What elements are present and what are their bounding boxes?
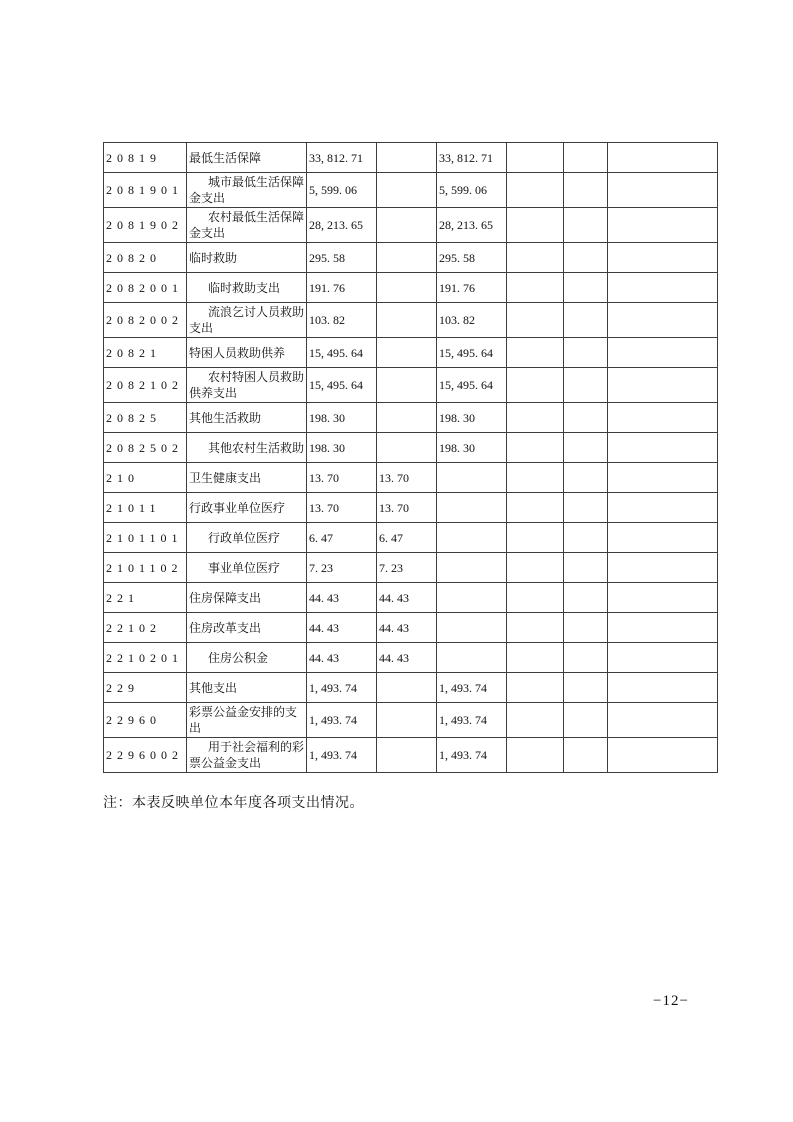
value-cell (564, 143, 608, 173)
table-row (104, 738, 718, 773)
value-cell: 1, 493. 74 (307, 738, 377, 773)
value-cell (507, 173, 564, 208)
code-cell: 2081901 (104, 173, 187, 208)
value-cell: 191. 76 (437, 273, 507, 303)
value-cell (507, 143, 564, 173)
code-cell: 2082001 (104, 273, 187, 303)
name-cell: 其他生活救助 (187, 403, 307, 433)
value-cell: 44. 43 (377, 643, 437, 673)
value-cell (507, 338, 564, 368)
value-cell (377, 368, 437, 403)
value-cell (377, 433, 437, 463)
value-cell: 1, 493. 74 (437, 703, 507, 738)
value-cell (507, 368, 564, 403)
value-cell: 13. 70 (377, 493, 437, 523)
value-cell (608, 643, 718, 673)
value-cell: 7. 23 (377, 553, 437, 583)
value-cell (377, 243, 437, 273)
value-cell: 13. 70 (307, 463, 377, 493)
value-cell: 198. 30 (307, 403, 377, 433)
name-cell: 其他支出 (187, 673, 307, 703)
table-note: 注：本表反映单位本年度各项支出情况。 (103, 796, 364, 811)
name-cell: 行政单位医疗 (187, 523, 307, 553)
name-cell: 特困人员救助供养 (187, 338, 307, 368)
value-cell: 6. 47 (377, 523, 437, 553)
value-cell (608, 173, 718, 208)
value-cell (437, 523, 507, 553)
table-row (104, 243, 718, 273)
value-cell (507, 673, 564, 703)
value-cell (507, 303, 564, 338)
code-cell: 21011 (104, 493, 187, 523)
table-row (104, 463, 718, 493)
name-cell: 最低生活保障 (187, 143, 307, 173)
value-cell (377, 273, 437, 303)
value-cell (507, 643, 564, 673)
value-cell (437, 553, 507, 583)
value-cell (608, 303, 718, 338)
value-cell (608, 368, 718, 403)
value-cell: 33, 812. 71 (307, 143, 377, 173)
value-cell: 5, 599. 06 (307, 173, 377, 208)
name-cell: 农村特困人员救助供养支出 (187, 368, 307, 403)
value-cell (608, 553, 718, 583)
value-cell (564, 338, 608, 368)
expenditure-table (103, 142, 718, 773)
name-cell: 城市最低生活保障金支出 (187, 173, 307, 208)
value-cell (608, 143, 718, 173)
value-cell (608, 208, 718, 243)
table-row (104, 403, 718, 433)
value-cell (377, 338, 437, 368)
table-row (104, 338, 718, 368)
value-cell: 28, 213. 65 (437, 208, 507, 243)
code-cell: 229 (104, 673, 187, 703)
value-cell (564, 208, 608, 243)
table-row (104, 493, 718, 523)
value-cell (507, 583, 564, 613)
value-cell (608, 738, 718, 773)
value-cell: 103. 82 (307, 303, 377, 338)
name-cell: 住房公积金 (187, 643, 307, 673)
value-cell: 198. 30 (307, 433, 377, 463)
value-cell (507, 523, 564, 553)
table-row (104, 703, 718, 738)
value-cell: 191. 76 (307, 273, 377, 303)
value-cell (608, 338, 718, 368)
value-cell (437, 613, 507, 643)
value-cell (507, 738, 564, 773)
code-cell: 2210201 (104, 643, 187, 673)
value-cell (437, 493, 507, 523)
table-row (104, 583, 718, 613)
value-cell: 1, 493. 74 (307, 673, 377, 703)
table-row (104, 273, 718, 303)
value-cell (564, 493, 608, 523)
name-cell: 事业单位医疗 (187, 553, 307, 583)
name-cell: 卫生健康支出 (187, 463, 307, 493)
code-cell: 22960 (104, 703, 187, 738)
value-cell (564, 583, 608, 613)
table-row (104, 173, 718, 208)
value-cell: 103. 82 (437, 303, 507, 338)
value-cell (564, 523, 608, 553)
code-cell: 2082002 (104, 303, 187, 338)
value-cell (507, 703, 564, 738)
code-cell: 20821 (104, 338, 187, 368)
value-cell (564, 673, 608, 703)
value-cell: 44. 43 (377, 613, 437, 643)
table-row (104, 208, 718, 243)
code-cell: 20820 (104, 243, 187, 273)
value-cell: 33, 812. 71 (437, 143, 507, 173)
value-cell: 13. 70 (307, 493, 377, 523)
table-row (104, 673, 718, 703)
value-cell (437, 583, 507, 613)
code-cell: 22102 (104, 613, 187, 643)
value-cell: 198. 30 (437, 403, 507, 433)
value-cell (377, 703, 437, 738)
value-cell (507, 493, 564, 523)
value-cell (608, 243, 718, 273)
value-cell (377, 738, 437, 773)
value-cell: 15, 495. 64 (307, 338, 377, 368)
value-cell (564, 173, 608, 208)
value-cell (507, 433, 564, 463)
code-cell: 2081902 (104, 208, 187, 243)
value-cell (377, 208, 437, 243)
code-cell: 210 (104, 463, 187, 493)
code-cell: 2101102 (104, 553, 187, 583)
value-cell (377, 173, 437, 208)
value-cell (608, 673, 718, 703)
value-cell (507, 553, 564, 583)
table-row (104, 643, 718, 673)
value-cell (564, 463, 608, 493)
value-cell: 6. 47 (307, 523, 377, 553)
name-cell: 行政事业单位医疗 (187, 493, 307, 523)
name-cell: 住房改革支出 (187, 613, 307, 643)
value-cell: 1, 493. 74 (307, 703, 377, 738)
value-cell (564, 613, 608, 643)
value-cell (507, 243, 564, 273)
value-cell: 198. 30 (437, 433, 507, 463)
table-row (104, 523, 718, 553)
value-cell (564, 738, 608, 773)
name-cell: 临时救助支出 (187, 273, 307, 303)
value-cell (564, 553, 608, 583)
value-cell: 295. 58 (437, 243, 507, 273)
value-cell: 15, 495. 64 (307, 368, 377, 403)
table-row (104, 433, 718, 463)
value-cell (377, 403, 437, 433)
code-cell: 2082102 (104, 368, 187, 403)
value-cell: 295. 58 (307, 243, 377, 273)
value-cell (608, 613, 718, 643)
expenditure-table-body (104, 143, 718, 773)
value-cell (608, 403, 718, 433)
code-cell: 2101101 (104, 523, 187, 553)
value-cell (608, 523, 718, 553)
value-cell: 7. 23 (307, 553, 377, 583)
value-cell: 44. 43 (307, 613, 377, 643)
name-cell: 农村最低生活保障金支出 (187, 208, 307, 243)
value-cell (564, 368, 608, 403)
name-cell: 其他农村生活救助 (187, 433, 307, 463)
value-cell (437, 643, 507, 673)
value-cell: 44. 43 (307, 643, 377, 673)
code-cell: 20819 (104, 143, 187, 173)
table-row (104, 613, 718, 643)
value-cell (507, 403, 564, 433)
value-cell (608, 493, 718, 523)
value-cell (564, 303, 608, 338)
value-cell (564, 433, 608, 463)
name-cell: 住房保障支出 (187, 583, 307, 613)
value-cell (507, 273, 564, 303)
value-cell (608, 583, 718, 613)
page-number: −12− (653, 993, 689, 1009)
table-row (104, 553, 718, 583)
value-cell (377, 143, 437, 173)
code-cell: 221 (104, 583, 187, 613)
value-cell (608, 703, 718, 738)
value-cell: 1, 493. 74 (437, 673, 507, 703)
table-row (104, 368, 718, 403)
value-cell (564, 273, 608, 303)
table-row (104, 303, 718, 338)
value-cell (564, 703, 608, 738)
value-cell (507, 463, 564, 493)
value-cell: 5, 599. 06 (437, 173, 507, 208)
value-cell (608, 433, 718, 463)
value-cell (564, 403, 608, 433)
table-row (104, 143, 718, 173)
name-cell: 用于社会福利的彩票公益金支出 (187, 738, 307, 773)
value-cell (608, 273, 718, 303)
value-cell: 15, 495. 64 (437, 338, 507, 368)
value-cell (377, 673, 437, 703)
value-cell (507, 208, 564, 243)
name-cell: 临时救助 (187, 243, 307, 273)
value-cell: 28, 213. 65 (307, 208, 377, 243)
value-cell (507, 613, 564, 643)
value-cell (564, 643, 608, 673)
value-cell: 44. 43 (307, 583, 377, 613)
value-cell: 13. 70 (377, 463, 437, 493)
value-cell: 44. 43 (377, 583, 437, 613)
value-cell (564, 243, 608, 273)
value-cell: 1, 493. 74 (437, 738, 507, 773)
value-cell (608, 463, 718, 493)
name-cell: 彩票公益金安排的支出 (187, 703, 307, 738)
value-cell (437, 463, 507, 493)
code-cell: 2082502 (104, 433, 187, 463)
code-cell: 20825 (104, 403, 187, 433)
name-cell: 流浪乞讨人员救助支出 (187, 303, 307, 338)
value-cell (377, 303, 437, 338)
value-cell: 15, 495. 64 (437, 368, 507, 403)
code-cell: 2296002 (104, 738, 187, 773)
